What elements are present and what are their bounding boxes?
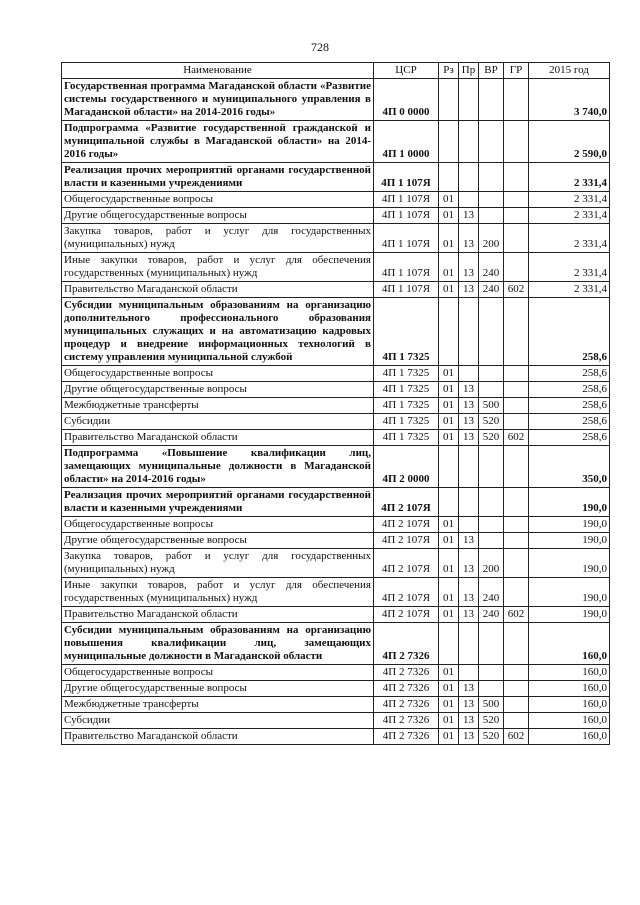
row-pr-cell: 13: [459, 398, 479, 414]
row-gr-cell: [504, 697, 529, 713]
row-csr-cell: 4П 1 7325: [374, 414, 439, 430]
table-row: [62, 430, 610, 446]
row-gr-cell: [504, 414, 529, 430]
row-name-cell: Общегосударственные вопросы: [62, 366, 374, 382]
table-row: [62, 414, 610, 430]
row-amount-cell: 190,0: [529, 517, 610, 533]
row-csr-cell: 4П 2 107Я: [374, 488, 439, 517]
row-pr-cell: [459, 517, 479, 533]
row-name-cell: Правительство Магаданской области: [62, 729, 374, 745]
row-amount-cell: 190,0: [529, 607, 610, 623]
row-csr-cell: 4П 1 107Я: [374, 163, 439, 192]
row-name-cell: Закупка товаров, работ и услуг для государственных (муниципальных) нужд: [62, 224, 374, 253]
page-number: 728: [311, 40, 329, 54]
table-body: [62, 79, 610, 745]
row-vr-cell: 500: [479, 697, 504, 713]
row-gr-cell: [504, 398, 529, 414]
row-gr-cell: [504, 578, 529, 607]
row-amount-cell: 258,6: [529, 366, 610, 382]
row-pr-cell: 13: [459, 430, 479, 446]
table-header-row: [62, 63, 610, 79]
row-gr-cell: [504, 163, 529, 192]
row-csr-cell: 4П 1 7325: [374, 382, 439, 398]
row-csr-cell: 4П 2 107Я: [374, 607, 439, 623]
table-row: [62, 253, 610, 282]
row-vr-cell: 500: [479, 398, 504, 414]
table-row: [62, 729, 610, 745]
row-amount-cell: 160,0: [529, 681, 610, 697]
table-row: [62, 549, 610, 578]
row-gr-cell: [504, 665, 529, 681]
row-pr-cell: [459, 298, 479, 366]
row-name-cell: Закупка товаров, работ и услуг для государственных (муниципальных) нужд: [62, 549, 374, 578]
row-amount-cell: 350,0: [529, 446, 610, 488]
row-rz-cell: 01: [439, 414, 459, 430]
row-pr-cell: 13: [459, 713, 479, 729]
row-csr-cell: 4П 1 107Я: [374, 192, 439, 208]
table-row: [62, 533, 610, 549]
row-amount-cell: 258,6: [529, 382, 610, 398]
row-vr-cell: [479, 446, 504, 488]
row-vr-cell: [479, 681, 504, 697]
row-csr-cell: 4П 2 7326: [374, 665, 439, 681]
row-name-cell: Другие общегосударственные вопросы: [62, 208, 374, 224]
row-amount-cell: 160,0: [529, 697, 610, 713]
table-row: [62, 298, 610, 366]
row-rz-cell: [439, 298, 459, 366]
row-amount-cell: 190,0: [529, 533, 610, 549]
row-vr-cell: [479, 79, 504, 121]
row-name-cell: Общегосударственные вопросы: [62, 192, 374, 208]
row-pr-cell: 13: [459, 729, 479, 745]
row-vr-cell: [479, 382, 504, 398]
row-amount-cell: 258,6: [529, 298, 610, 366]
row-pr-cell: 13: [459, 282, 479, 298]
row-csr-cell: 4П 1 107Я: [374, 224, 439, 253]
row-name-cell: Подпрограмма «Развитие государственной гражданской и муниципальной службы в Магаданской области» на 2014-2016 годы»: [62, 121, 374, 163]
row-rz-cell: 01: [439, 578, 459, 607]
row-pr-cell: 13: [459, 681, 479, 697]
row-csr-cell: 4П 2 7326: [374, 697, 439, 713]
row-vr-cell: [479, 208, 504, 224]
row-name-cell: Субсидии: [62, 713, 374, 729]
row-vr-cell: [479, 163, 504, 192]
row-rz-cell: [439, 446, 459, 488]
row-vr-cell: 520: [479, 430, 504, 446]
row-rz-cell: 01: [439, 208, 459, 224]
row-vr-cell: 240: [479, 578, 504, 607]
table-row: [62, 578, 610, 607]
row-rz-cell: 01: [439, 533, 459, 549]
row-name-cell: Другие общегосударственные вопросы: [62, 382, 374, 398]
row-name-cell: Правительство Магаданской области: [62, 282, 374, 298]
row-pr-cell: [459, 121, 479, 163]
row-gr-cell: [504, 713, 529, 729]
row-pr-cell: 13: [459, 382, 479, 398]
column-header-rz: Рз: [439, 63, 459, 79]
row-gr-cell: 602: [504, 729, 529, 745]
row-gr-cell: [504, 517, 529, 533]
row-amount-cell: 2 331,4: [529, 282, 610, 298]
row-csr-cell: 4П 2 107Я: [374, 517, 439, 533]
row-amount-cell: 258,6: [529, 398, 610, 414]
row-rz-cell: 01: [439, 253, 459, 282]
row-amount-cell: 160,0: [529, 729, 610, 745]
row-csr-cell: 4П 1 107Я: [374, 253, 439, 282]
row-rz-cell: 01: [439, 517, 459, 533]
row-gr-cell: 602: [504, 430, 529, 446]
row-amount-cell: 190,0: [529, 578, 610, 607]
row-pr-cell: [459, 446, 479, 488]
row-rz-cell: 01: [439, 430, 459, 446]
row-vr-cell: [479, 488, 504, 517]
table-row: [62, 665, 610, 681]
row-gr-cell: [504, 382, 529, 398]
row-rz-cell: [439, 163, 459, 192]
row-csr-cell: 4П 2 107Я: [374, 533, 439, 549]
row-amount-cell: 3 740,0: [529, 79, 610, 121]
row-csr-cell: 4П 1 7325: [374, 398, 439, 414]
row-gr-cell: [504, 224, 529, 253]
row-amount-cell: 258,6: [529, 414, 610, 430]
row-rz-cell: 01: [439, 681, 459, 697]
row-vr-cell: [479, 121, 504, 163]
row-rz-cell: 01: [439, 729, 459, 745]
row-name-cell: Правительство Магаданской области: [62, 607, 374, 623]
table-row: [62, 398, 610, 414]
column-header-amount: 2015 год: [529, 63, 610, 79]
row-amount-cell: 190,0: [529, 549, 610, 578]
table-row: [62, 517, 610, 533]
row-amount-cell: 2 331,4: [529, 163, 610, 192]
row-name-cell: Реализация прочих мероприятий органами государственной власти и казенными учреждениями: [62, 488, 374, 517]
row-rz-cell: [439, 623, 459, 665]
row-amount-cell: 160,0: [529, 665, 610, 681]
row-csr-cell: 4П 1 7325: [374, 298, 439, 366]
row-amount-cell: 2 331,4: [529, 224, 610, 253]
table-row: [62, 163, 610, 192]
table-row: [62, 607, 610, 623]
row-pr-cell: 13: [459, 208, 479, 224]
row-gr-cell: 602: [504, 607, 529, 623]
row-gr-cell: [504, 446, 529, 488]
row-pr-cell: [459, 488, 479, 517]
row-rz-cell: 01: [439, 282, 459, 298]
table-row: [62, 79, 610, 121]
row-csr-cell: 4П 1 7325: [374, 366, 439, 382]
row-vr-cell: [479, 665, 504, 681]
row-name-cell: Подпрограмма «Повышение квалификации лиц, замещающих муниципальные должности в Магаданской области» на 2014-2016 годы»: [62, 446, 374, 488]
row-pr-cell: [459, 665, 479, 681]
column-header-csr: ЦСР: [374, 63, 439, 79]
row-csr-cell: 4П 1 107Я: [374, 282, 439, 298]
row-pr-cell: [459, 79, 479, 121]
row-vr-cell: [479, 623, 504, 665]
budget-table: [61, 62, 610, 745]
row-gr-cell: [504, 79, 529, 121]
row-csr-cell: 4П 1 7325: [374, 430, 439, 446]
row-vr-cell: 240: [479, 253, 504, 282]
row-csr-cell: 4П 2 107Я: [374, 578, 439, 607]
row-pr-cell: [459, 623, 479, 665]
row-name-cell: Межбюджетные трансферты: [62, 697, 374, 713]
column-header-pr: Пр: [459, 63, 479, 79]
table-row: [62, 121, 610, 163]
row-rz-cell: 01: [439, 697, 459, 713]
row-gr-cell: [504, 623, 529, 665]
table-row: [62, 382, 610, 398]
table-row: [62, 488, 610, 517]
row-gr-cell: [504, 121, 529, 163]
table-row: [62, 623, 610, 665]
row-csr-cell: 4П 2 7326: [374, 623, 439, 665]
row-amount-cell: 160,0: [529, 623, 610, 665]
table-row: [62, 713, 610, 729]
row-pr-cell: 13: [459, 578, 479, 607]
row-pr-cell: 13: [459, 697, 479, 713]
row-vr-cell: 200: [479, 549, 504, 578]
row-name-cell: Иные закупки товаров, работ и услуг для обеспечения государственных (муниципальных) нужд: [62, 578, 374, 607]
row-name-cell: Межбюджетные трансферты: [62, 398, 374, 414]
row-name-cell: Другие общегосударственные вопросы: [62, 681, 374, 697]
row-vr-cell: [479, 517, 504, 533]
column-header-gr: ГР: [504, 63, 529, 79]
row-pr-cell: 13: [459, 224, 479, 253]
row-csr-cell: 4П 1 0000: [374, 121, 439, 163]
row-pr-cell: 13: [459, 533, 479, 549]
row-name-cell: Иные закупки товаров, работ и услуг для обеспечения государственных (муниципальных) нужд: [62, 253, 374, 282]
table-row: [62, 224, 610, 253]
row-vr-cell: 520: [479, 713, 504, 729]
row-csr-cell: 4П 2 0000: [374, 446, 439, 488]
row-rz-cell: [439, 121, 459, 163]
row-pr-cell: 13: [459, 607, 479, 623]
row-rz-cell: 01: [439, 713, 459, 729]
row-gr-cell: [504, 488, 529, 517]
row-gr-cell: [504, 253, 529, 282]
row-gr-cell: [504, 366, 529, 382]
table-row: [62, 282, 610, 298]
row-name-cell: Общегосударственные вопросы: [62, 665, 374, 681]
table-row: [62, 446, 610, 488]
column-header-vr: ВР: [479, 63, 504, 79]
row-gr-cell: 602: [504, 282, 529, 298]
row-rz-cell: 01: [439, 665, 459, 681]
row-pr-cell: [459, 366, 479, 382]
table-row: [62, 192, 610, 208]
row-pr-cell: [459, 192, 479, 208]
row-amount-cell: 160,0: [529, 713, 610, 729]
table-row: [62, 681, 610, 697]
row-vr-cell: 240: [479, 282, 504, 298]
row-pr-cell: 13: [459, 253, 479, 282]
table-row: [62, 697, 610, 713]
row-rz-cell: 01: [439, 224, 459, 253]
row-name-cell: Другие общегосударственные вопросы: [62, 533, 374, 549]
row-gr-cell: [504, 549, 529, 578]
table-row: [62, 208, 610, 224]
row-pr-cell: [459, 163, 479, 192]
row-vr-cell: 240: [479, 607, 504, 623]
row-csr-cell: 4П 0 0000: [374, 79, 439, 121]
row-name-cell: Реализация прочих мероприятий органами государственной власти и казенными учреждениями: [62, 163, 374, 192]
row-gr-cell: [504, 298, 529, 366]
row-amount-cell: 2 590,0: [529, 121, 610, 163]
row-rz-cell: 01: [439, 366, 459, 382]
row-name-cell: Субсидии муниципальным образованиям на организацию дополнительного профессионального образования муниципальных служащих и на автоматизацию кадровых процедур и внедрение информационных технологий в систему управления муниципальной службой: [62, 298, 374, 366]
row-name-cell: Субсидии: [62, 414, 374, 430]
row-gr-cell: [504, 681, 529, 697]
row-rz-cell: 01: [439, 607, 459, 623]
row-name-cell: Государственная программа Магаданской области «Развитие системы государственного и муниципального управления в Магаданской области» на 2014-2016 годы»: [62, 79, 374, 121]
row-name-cell: Субсидии муниципальным образованиям на организацию повышения квалификации лиц, замещающих муниципальные должности в Магаданской области: [62, 623, 374, 665]
column-header-name: Наименование: [62, 63, 374, 79]
row-pr-cell: 13: [459, 414, 479, 430]
row-rz-cell: 01: [439, 398, 459, 414]
row-rz-cell: [439, 488, 459, 517]
row-csr-cell: 4П 2 7326: [374, 681, 439, 697]
row-csr-cell: 4П 2 7326: [374, 729, 439, 745]
row-csr-cell: 4П 2 107Я: [374, 549, 439, 578]
row-vr-cell: 520: [479, 414, 504, 430]
row-gr-cell: [504, 533, 529, 549]
row-rz-cell: 01: [439, 382, 459, 398]
row-csr-cell: 4П 2 7326: [374, 713, 439, 729]
row-vr-cell: 200: [479, 224, 504, 253]
row-vr-cell: [479, 192, 504, 208]
row-pr-cell: 13: [459, 549, 479, 578]
row-vr-cell: 520: [479, 729, 504, 745]
row-amount-cell: 190,0: [529, 488, 610, 517]
row-amount-cell: 258,6: [529, 430, 610, 446]
row-amount-cell: 2 331,4: [529, 192, 610, 208]
row-amount-cell: 2 331,4: [529, 208, 610, 224]
row-vr-cell: [479, 533, 504, 549]
table-row: [62, 366, 610, 382]
row-name-cell: Общегосударственные вопросы: [62, 517, 374, 533]
row-name-cell: Правительство Магаданской области: [62, 430, 374, 446]
row-amount-cell: 2 331,4: [529, 253, 610, 282]
row-csr-cell: 4П 1 107Я: [374, 208, 439, 224]
row-gr-cell: [504, 208, 529, 224]
row-rz-cell: 01: [439, 549, 459, 578]
row-gr-cell: [504, 192, 529, 208]
row-rz-cell: 01: [439, 192, 459, 208]
row-vr-cell: [479, 366, 504, 382]
row-rz-cell: [439, 79, 459, 121]
row-vr-cell: [479, 298, 504, 366]
